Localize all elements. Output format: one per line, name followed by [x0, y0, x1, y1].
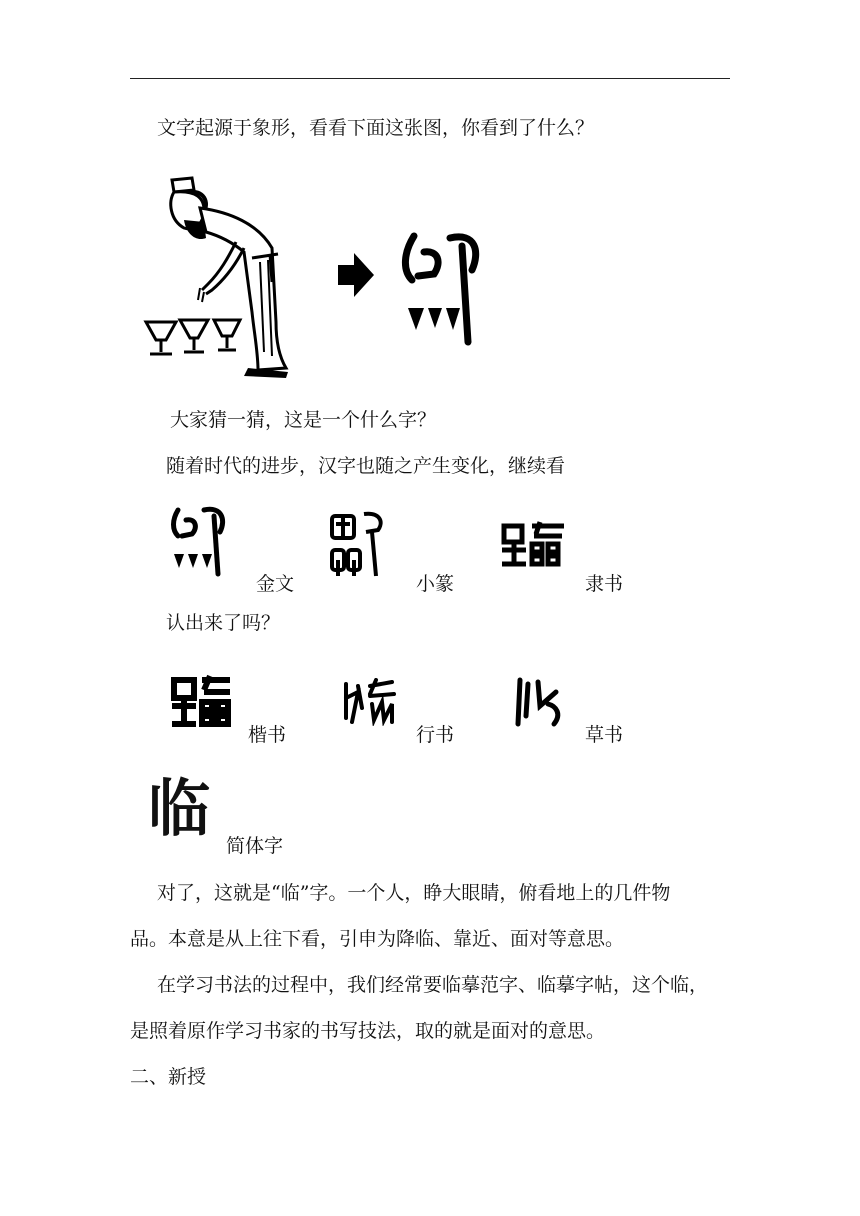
xiaozhuan-glyph [328, 510, 390, 580]
pictograph-illustration [140, 172, 340, 382]
simplified-glyph: 临 [148, 772, 211, 845]
xingshu-glyph [340, 678, 398, 726]
caption-xingshu: 行书 [416, 724, 455, 746]
arrow-right-icon [338, 253, 374, 297]
caption-lishu: 隶书 [585, 573, 624, 595]
section-heading: 二、新授 [130, 1066, 207, 1088]
jinwen-glyph [168, 502, 232, 578]
kaishu-glyph [170, 674, 234, 730]
caption-xiaozhuan: 小篆 [416, 573, 455, 595]
lishu-glyph [500, 520, 568, 570]
paragraph2-line2: 是照着原作学习书家的书写技法，取的就是面对的意思。 [130, 1020, 606, 1042]
caption-caoshu: 草书 [585, 724, 624, 746]
guess-prompt: 大家猜一猜，这是一个什么字？ [170, 409, 437, 431]
header-rule [130, 78, 730, 79]
intro-question: 文字起源于象形，看看下面这张图，你看到了什么？ [157, 117, 595, 139]
paragraph1-line2: 品。本意是从上往下看，引申为降临、靠近、面对等意思。 [130, 928, 625, 950]
recognize-prompt: 认出来了吗？ [166, 612, 281, 634]
evolution-intro: 随着时代的进步，汉字也随之产生变化，继续看 [166, 455, 566, 477]
caption-jinwen: 金文 [256, 573, 295, 595]
caption-simplified: 简体字 [226, 835, 284, 857]
paragraph1-line1: 对了，这就是“临”字。一个人，睁大眼睛，俯看地上的几件物 [157, 882, 671, 904]
paragraph2-line1: 在学习书法的过程中，我们经常要临摹范字、临摹字帖，这个临， [157, 974, 709, 996]
caoshu-glyph [512, 676, 568, 728]
caption-kaishu: 楷书 [248, 724, 287, 746]
jinwen-glyph-large [398, 222, 490, 348]
